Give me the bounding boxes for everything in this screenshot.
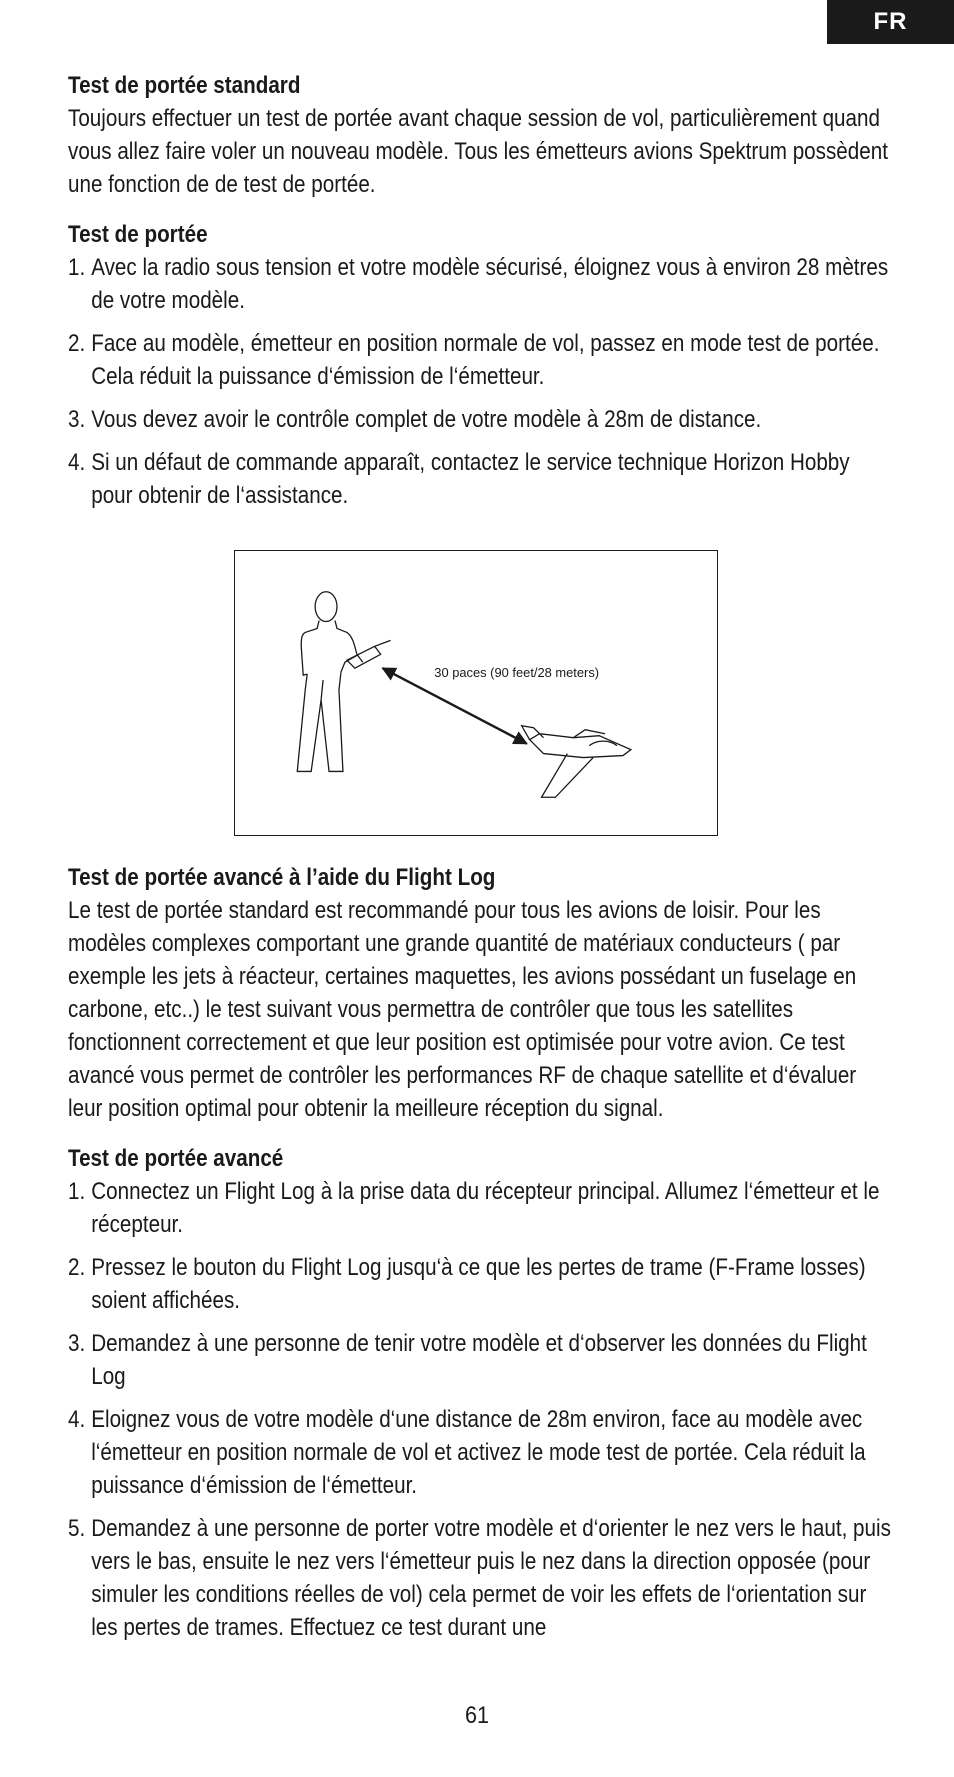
- step-text: Demandez à une personne de porter votre modèle et d‘orienter le nez vers le haut, puis vers le bas, ensuite le nez vers l‘émetteur puis le nez dans la direction opposée (pour simuler les conditions réelles de vol) cela permet de voir les effets de l‘orientation sur les pertes de trames. Effectuez ce test durant une: [91, 1515, 891, 1641]
- list-item: [68, 1403, 896, 1502]
- list-item: [68, 403, 896, 436]
- list-item: [68, 1251, 896, 1317]
- language-tab: FR: [827, 0, 954, 44]
- section-heading: Test de portée avancé: [68, 1145, 284, 1172]
- list-item: [68, 1512, 896, 1644]
- step-number: 1.: [68, 1178, 86, 1205]
- step-number: 4.: [68, 449, 86, 476]
- section-body: Toujours effectuer un test de portée avant chaque session de vol, particulièrement quand vous allez faire voler un nouveau modèle. Tous les émetteurs avions Spektrum possèdent une fonction de de test de portée.: [68, 105, 888, 198]
- step-number: 3.: [68, 1330, 86, 1357]
- step-text: Connectez un Flight Log à la prise data du récepteur principal. Allumez l‘émetteur et le récepteur.: [91, 1178, 880, 1238]
- step-number: 1.: [68, 254, 86, 281]
- step-number: 2.: [68, 1254, 86, 1281]
- step-text: Face au modèle, émetteur en position normale de vol, passez en mode test de portée. Cela réduit la puissance d‘émission de l‘émetteur.: [91, 330, 880, 390]
- step-text: Si un défaut de commande apparaît, contactez le service technique Horizon Hobby pour obtenir de l‘assistance.: [91, 449, 850, 509]
- person-icon: [297, 592, 390, 772]
- page-content: [68, 70, 898, 530]
- list-item: [68, 327, 896, 393]
- step-text: Avec la radio sous tension et votre modèle sécurisé, éloignez vous à environ 28 mètres de votre modèle.: [91, 254, 889, 314]
- step-number: 2.: [68, 330, 86, 357]
- section-heading: Test de portée standard: [68, 72, 301, 99]
- list-item: [68, 446, 896, 512]
- step-text: Demandez à une personne de tenir votre modèle et d‘observer les données du Flight Log: [91, 1330, 867, 1390]
- steps-list: [68, 1175, 898, 1644]
- list-item: [68, 1327, 896, 1393]
- airplane-icon: [522, 726, 631, 797]
- range-test-illustration: [235, 551, 717, 835]
- standard-range-test-section: [68, 70, 898, 201]
- range-test-section: [68, 219, 898, 512]
- steps-list: [68, 251, 898, 512]
- step-text: Eloignez vous de votre modèle d‘une distance de 28m environ, face au modèle avec l‘émetteur en position normale de vol et activez le mode test de portée. Cela réduit la puissance d‘émission de l‘émetteur.: [91, 1406, 866, 1499]
- step-text: Vous devez avoir le contrôle complet de votre modèle à 28m de distance.: [91, 406, 762, 433]
- distance-label: 30 paces (90 feet/28 meters): [434, 665, 600, 681]
- range-test-figure: [234, 550, 718, 836]
- page-content-lower: [68, 862, 898, 1662]
- section-heading: Test de portée: [68, 221, 208, 248]
- section-body: Le test de portée standard est recommandé pour tous les avions de loisir. Pour les modèles complexes comportant une grande quantité de matériaux conducteurs ( par exemple les jets à réacteur, certaines maquettes, les avions possédant un fuselage en carbone, etc..) le test suivant vous permettra de contrôler que tous les satellites fonctionnent correctement et que leur position est optimisée pour votre avion. Ce test avancé vous permet de contrôler les performances RF de chaque satellite et d‘évaluer leur position optimal pour obtenir la meilleure réception du signal.: [68, 897, 857, 1122]
- page-number: 61: [464, 1702, 490, 1729]
- advanced-test-section: [68, 1143, 898, 1644]
- list-item: [68, 251, 896, 317]
- section-heading: Test de portée avancé à l’aide du Flight Log: [68, 864, 496, 891]
- list-item: [68, 1175, 896, 1241]
- step-text: Pressez le bouton du Flight Log jusqu‘à ce que les pertes de trame (F-Frame losses) soient affichées.: [91, 1254, 866, 1314]
- step-number: 4.: [68, 1406, 86, 1433]
- step-number: 5.: [68, 1515, 86, 1542]
- advanced-intro-section: [68, 862, 898, 1125]
- step-number: 3.: [68, 406, 86, 433]
